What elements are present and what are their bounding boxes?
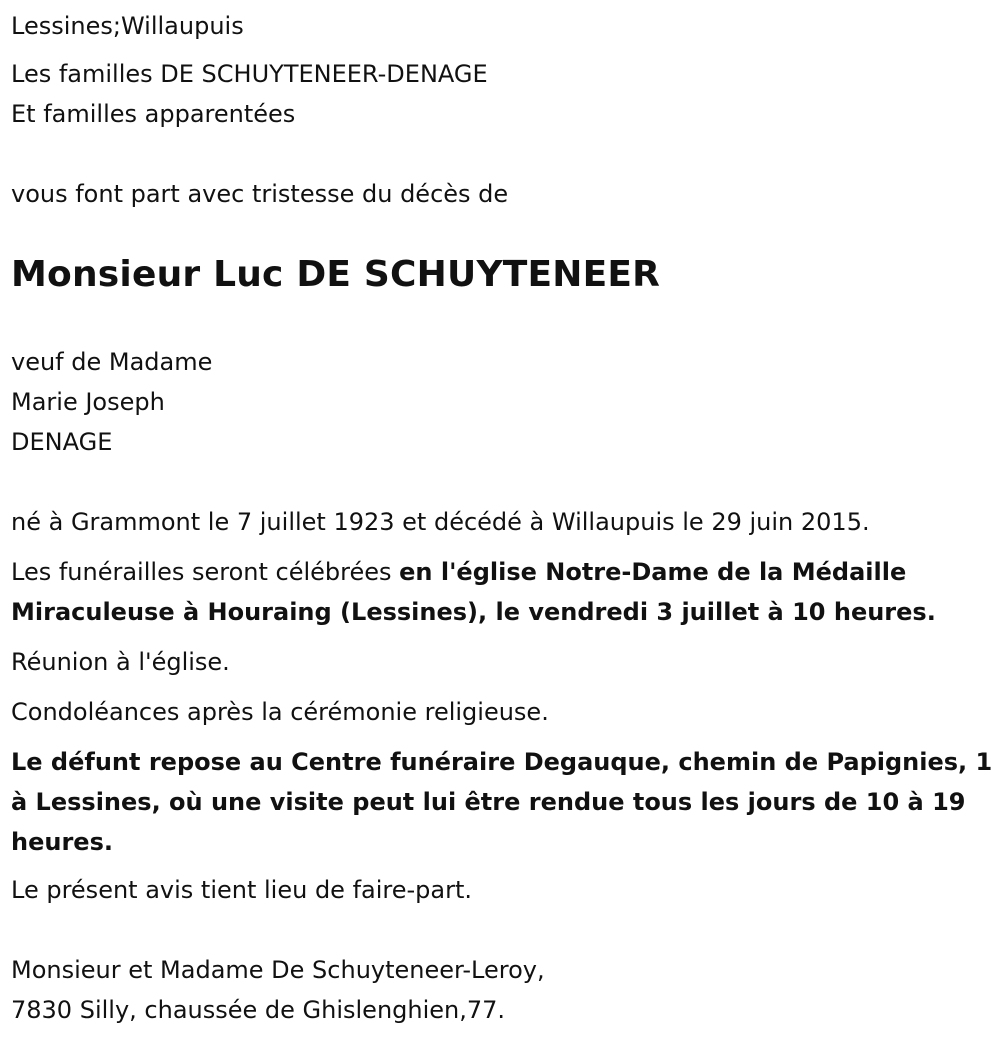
families-line-2: Et familles apparentées <box>11 100 296 128</box>
announcement-text: vous font part avec tristesse du décès de <box>11 180 509 208</box>
contact-name: Monsieur et Madame De Schuyteneer-Leroy, <box>11 956 545 984</box>
condolences-text: Condoléances après la cérémonie religieuse. <box>11 698 549 726</box>
funeral-details: en l'église Notre-Dame de la Médaille Miraculeuse à Houraing (Lessines), le vendredi 3 juillet à 10 heures. <box>11 558 936 626</box>
spouse-line-1: veuf de Madame <box>11 348 213 376</box>
meeting-text: Réunion à l'église. <box>11 648 230 676</box>
funeral-intro: Les funérailles seront célébrées <box>11 558 400 586</box>
deceased-name: Monsieur Luc DE SCHUYTENEER <box>11 254 661 295</box>
location-header: Lessines;Willaupuis <box>11 12 244 40</box>
families-line-1: Les familles DE SCHUYTENEER-DENAGE <box>11 60 488 88</box>
spouse-line-3: DENAGE <box>11 428 113 456</box>
funeral-paragraph <box>11 552 993 632</box>
birth-death-text: né à Grammont le 7 juillet 1923 et décédé à Willaupuis le 29 juin 2015. <box>11 508 870 536</box>
contact-address: 7830 Silly, chaussée de Ghislenghien,77. <box>11 996 506 1024</box>
notice-text: Le présent avis tient lieu de faire-part. <box>11 876 473 904</box>
spouse-line-2: Marie Joseph <box>11 388 165 416</box>
repose-paragraph: Le défunt repose au Centre funéraire Degauque, chemin de Papignies, 1 à Lessines, où une visite peut lui être rendue tous les jours de 10 à 19 heures. <box>11 748 993 856</box>
